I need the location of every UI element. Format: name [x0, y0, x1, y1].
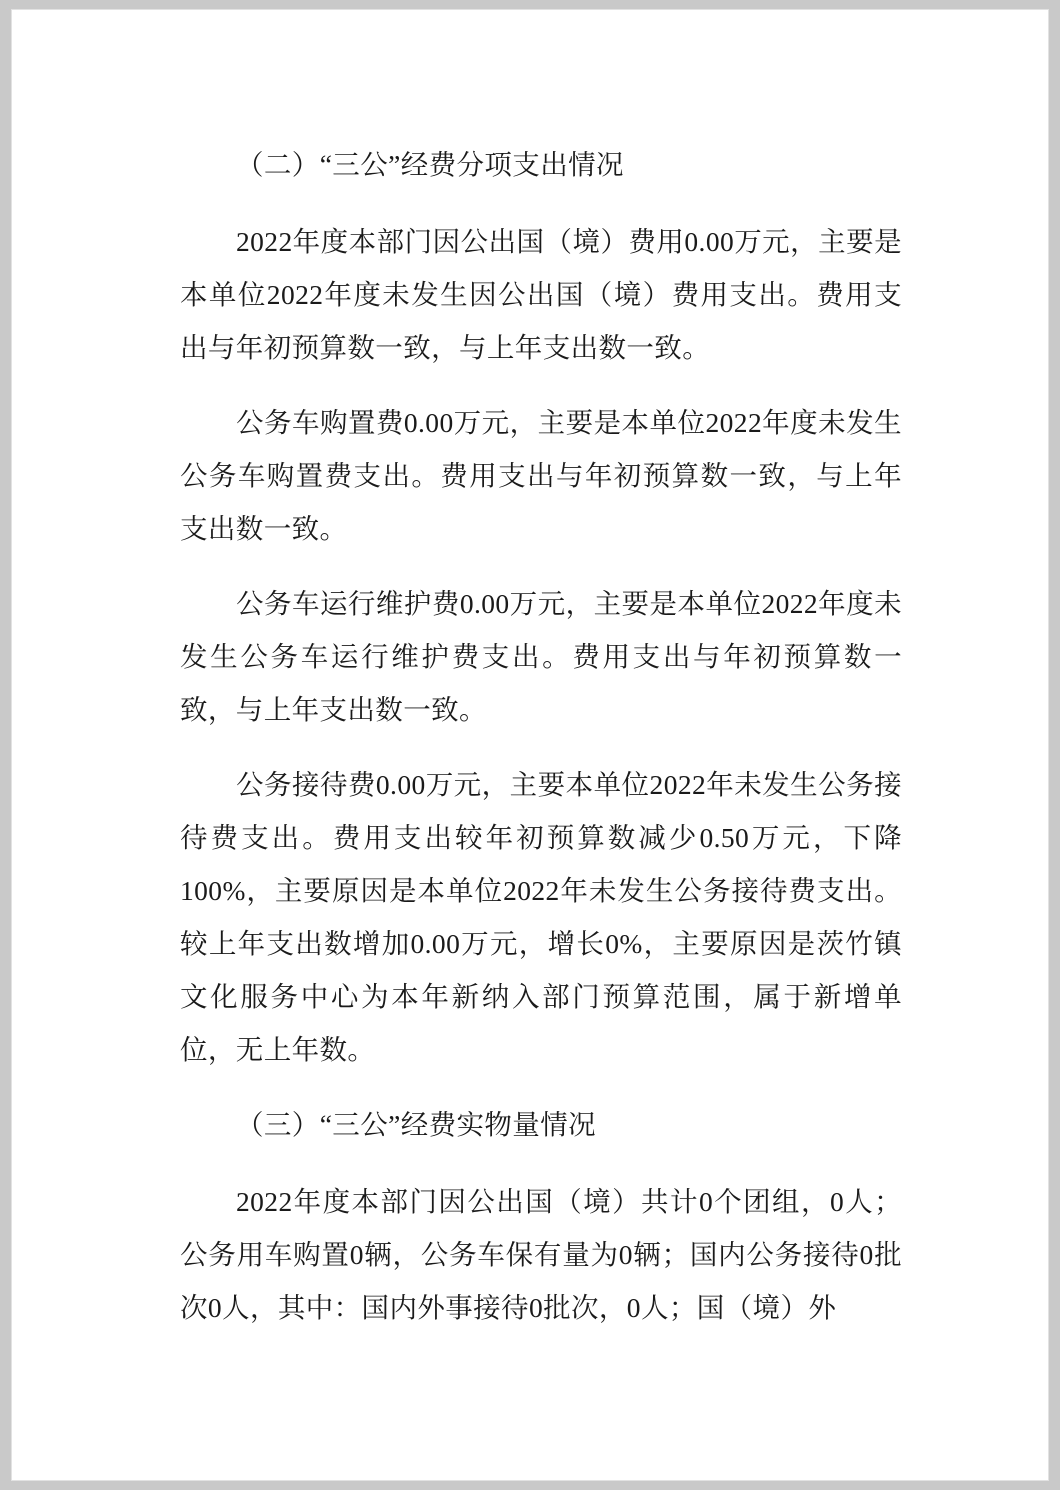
- paragraph-physical-quantity: 2022年度本部门因公出国（境）共计0个团组，0人；公务用车购置0辆，公务车保有量为0辆；国内公务接待0批次0人，其中：国内外事接待0批次，0人；国（境）外: [180, 1186, 902, 1323]
- document-body: [180, 138, 902, 1356]
- paragraph-overseas-travel: 2022年度本部门因公出国（境）费用0.00万元，主要是本单位2022年度未发生因公出国（境）费用支出。费用支出与年初预算数一致，与上年支出数一致。: [180, 226, 902, 363]
- section-heading-three: （三）“三公”经费实物量情况: [236, 1109, 597, 1140]
- paragraph-vehicle-maintenance: 公务车运行维护费0.00万元，主要是本单位2022年度未发生公务车运行维护费支出。费用支出与年初预算数一致，与上年支出数一致。: [180, 588, 902, 725]
- paragraph-official-reception: 公务接待费0.00万元，主要本单位2022年未发生公务接待费支出。费用支出较年初预算数减少0.50万元，下降100%，主要原因是本单位2022年未发生公务接待费支出。较上年支出数增加0.00万元，增长0%，主要原因是茨竹镇文化服务中心为本年新纳入部门预算范围，属于新增单位，无上年数。: [180, 769, 902, 1065]
- paragraph-vehicle-purchase: 公务车购置费0.00万元，主要是本单位2022年度未发生公务车购置费支出。费用支出与年初预算数一致，与上年支出数一致。: [180, 407, 902, 544]
- document-page: [12, 10, 1048, 1480]
- section-heading-two: （二）“三公”经费分项支出情况: [236, 149, 624, 180]
